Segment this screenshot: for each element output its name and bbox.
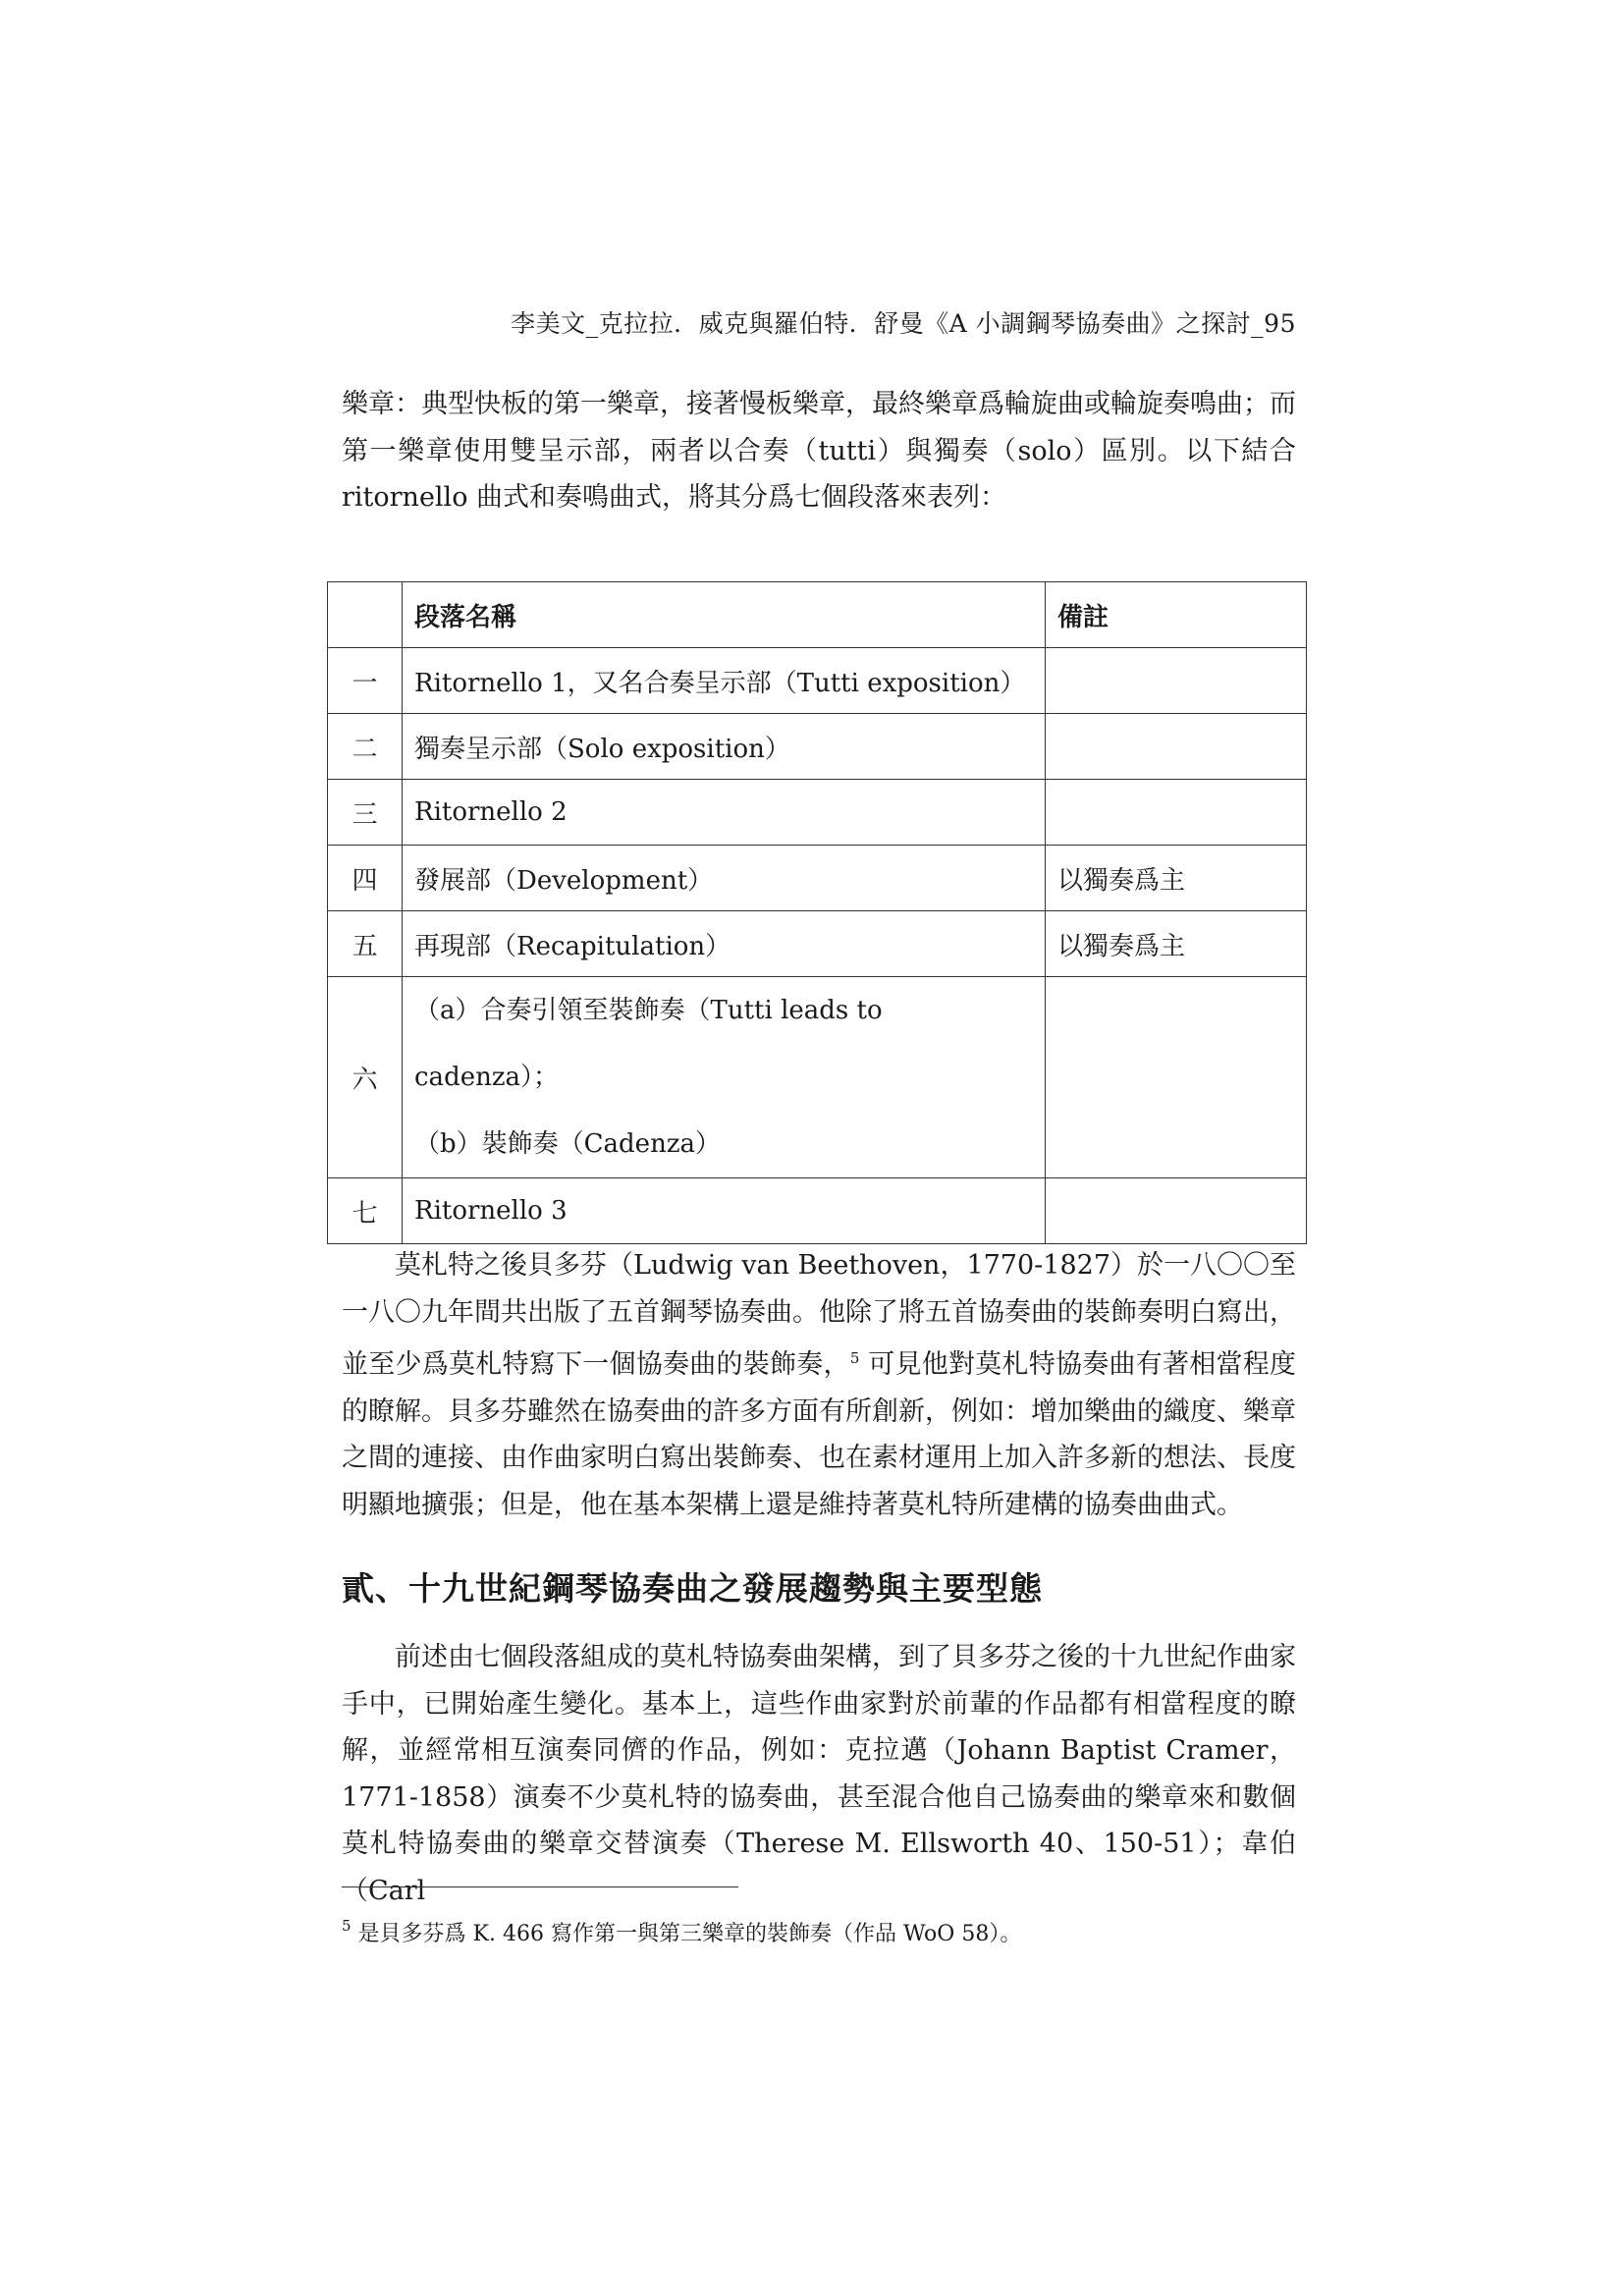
section-paragraph: 前述由七個段落組成的莫札特協奏曲架構，到了貝多芬之後的十九世紀作曲家手中，已開始產生變化。基本上，這些作曲家對於前輩的作品都有相當程度的瞭解，並經常相互演奏同儕的作品，例如：克拉邁（Johann Baptist Cramer，1771-1858）演奏不少莫札特的協奏曲，甚至混合他自己協奏曲的樂章來和數個莫札特協奏曲的樂章交替演奏（Therese M. Ellsworth 40、150-51）；韋伯（Carl [342,1642,1296,1906]
row-note [1046,780,1307,846]
row-num: 七 [328,1178,403,1244]
row-num: 三 [328,780,403,846]
row-note [1046,977,1307,1178]
table-row [328,780,1307,846]
intro-paragraph: 樂章：典型快板的第一樂章，接著慢板樂章，最終樂章爲輪旋曲或輪旋奏鳴曲；而第一樂章使用雙呈示部，兩者以合奏（tutti）與獨奏（solo）區別。以下結合 ritornello 曲式和奏鳴曲式，將其分爲七個段落來表列： [342,389,1296,513]
row-note: 以獨奏爲主 [1046,846,1307,911]
row-note [1046,648,1307,714]
header-note-cell: 備註 [1046,582,1307,648]
table-row [328,714,1307,780]
footnote-reference[interactable]: 5 [849,1349,860,1367]
row-note: 以獨奏爲主 [1046,911,1307,977]
row-num: 一 [328,648,403,714]
footnote [342,1917,1021,1947]
row-num: 五 [328,911,403,977]
running-header: 李美文_克拉拉．威克與羅伯特．舒曼《A 小調鋼琴協奏曲》之探討_95 [511,309,1296,338]
table-header-row [328,582,1307,648]
row-num: 四 [328,846,403,911]
header-name-cell: 段落名稱 [403,582,1046,648]
row-name: Ritornello 2 [403,780,1046,846]
beethoven-text-part2: 可見他對莫札特協奏曲有著相當程度的瞭解。貝多芬雖然在協奏曲的許多方面有所創新，例如：增加樂曲的織度、樂章之間的連接、由作曲家明白寫出裝飾奏、也在素材運用上加入許多新的想法、長度明顯地擴張；但是，他在基本架構上還是維持著莫札特所建構的協奏曲曲式。 [342,1349,1296,1520]
row-name: 再現部（Recapitulation） [403,911,1046,977]
sections-table [327,581,1307,1244]
table-row [328,911,1307,977]
row-note [1046,714,1307,780]
header-num-cell [328,582,403,648]
table-row [328,1178,1307,1244]
table-row [328,846,1307,911]
section-heading: 貳、十九世紀鋼琴協奏曲之發展趨勢與主要型態 [342,1569,1043,1608]
beethoven-text-part1: 莫札特之後貝多芬（Ludwig van Beethoven，1770-1827）於一八〇〇至一八〇九年間共出版了五首鋼琴協奏曲。他除了將五首協奏曲的裝飾奏明白寫出，並至少爲莫札特寫下一個協奏曲的裝飾奏， [342,1250,1296,1380]
row-name: 獨奏呈示部（Solo exposition） [403,714,1046,780]
row-name-part-b: （b）裝飾奏（Cadenza） [414,1129,722,1159]
row-name-part-a: （a）合奏引領至裝飾奏（Tutti leads to cadenza）； [414,996,883,1092]
row-name: Ritornello 1，又名合奏呈示部（Tutti exposition） [403,648,1046,714]
row-num: 六 [328,977,403,1178]
footnote-text: 是貝多芬爲 K. 466 寫作第一與第三樂章的裝飾奏（作品 WoO 58）。 [357,1922,1022,1946]
table-row [328,977,1307,1178]
footnote-divider [342,1886,738,1887]
row-note [1046,1178,1307,1244]
row-name: Ritornello 3 [403,1178,1046,1244]
beethoven-paragraph [342,1242,1296,1528]
row-num: 二 [328,714,403,780]
table-row [328,648,1307,714]
row-name [403,977,1046,1178]
row-name: 發展部（Development） [403,846,1046,911]
footnote-number: 5 [342,1917,352,1935]
